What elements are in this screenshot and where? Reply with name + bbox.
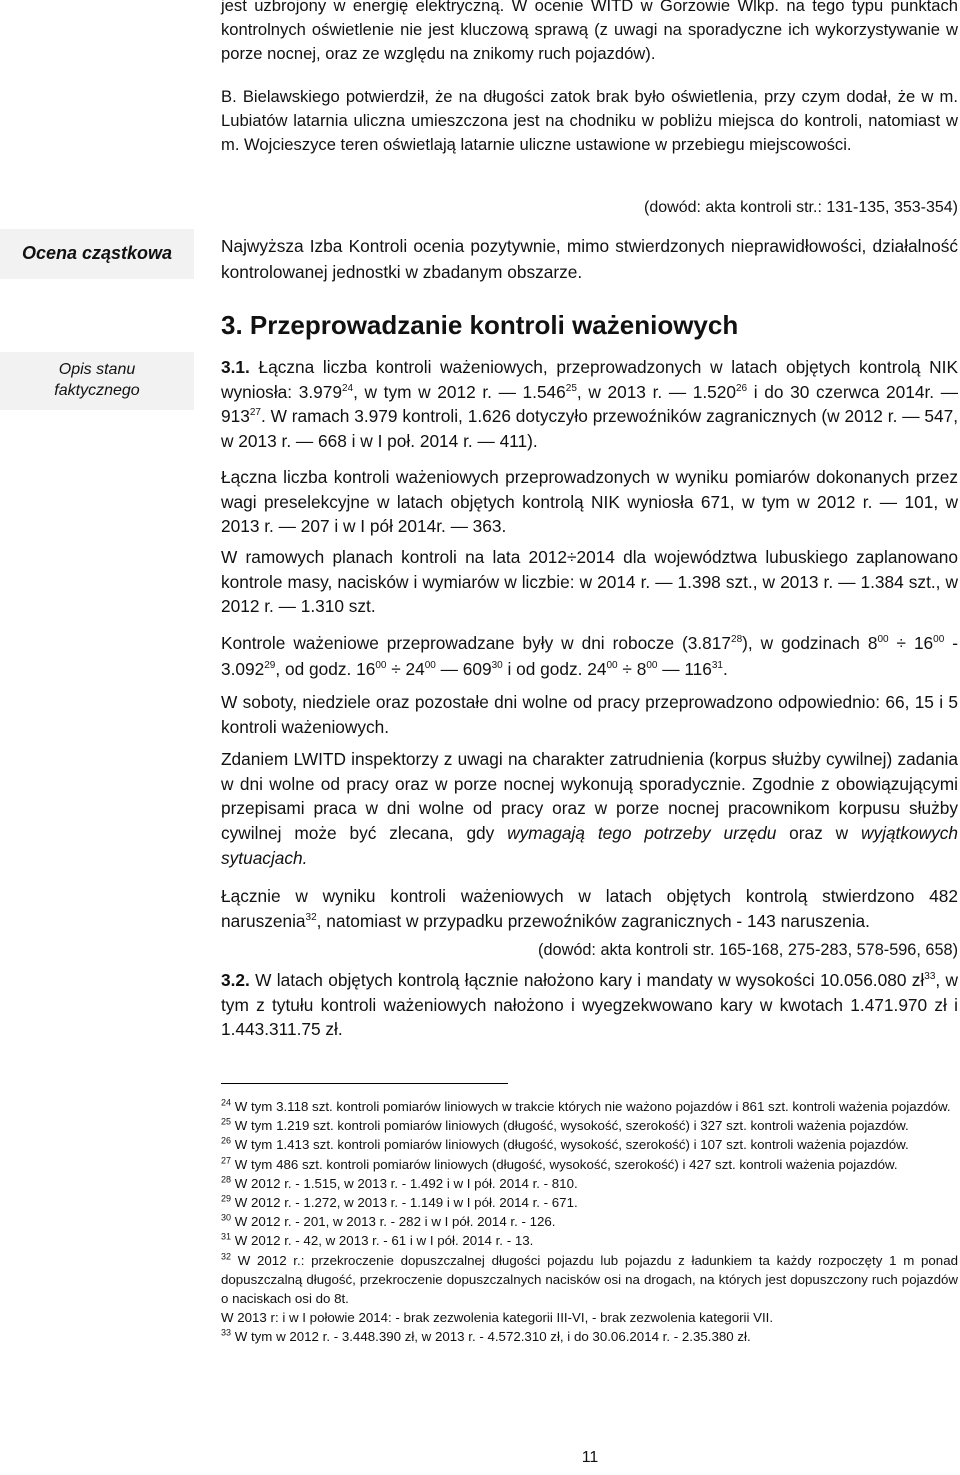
footnote-30 xyxy=(221,1212,958,1231)
footnote-text: W 2012 r. - 1.272, w 2013 r. - 1.149 i w I pół. 2014 r. - 671. xyxy=(231,1195,578,1211)
sidebar-ocena-label: Ocena cząstkowa xyxy=(21,243,173,263)
footnote-32 xyxy=(221,1251,958,1309)
text-violations-b: , natomiast w przypadku przewoźników zagranicznych - 143 naruszenia. xyxy=(316,910,870,931)
footnote-cont xyxy=(221,1308,958,1327)
footnote-29 xyxy=(221,1193,958,1212)
paragraph-preselection: Łączna liczba kontroli ważeniowych przeprowadzonych w wyniku pomiarów dokonanych przez wagi preselekcyjne w latach objętych kontrolą NIK wyniosła 671, w tym w 2012 r. — 101, w 2013 r. — 207 i w I pół 2014r. — 363. xyxy=(221,467,958,537)
footnote-ref-27[interactable]: 27 xyxy=(249,407,261,419)
footnote-ref-33[interactable]: 33 xyxy=(924,971,936,983)
text-hours-b: ), w godzinach 8 xyxy=(742,633,878,653)
footnotes-list xyxy=(221,1097,958,1347)
footnote-ref-31[interactable]: 31 xyxy=(711,659,723,671)
footnote-text: W 2012 r. - 201, w 2013 r. - 282 i w I pół. 2014 r. - 126. xyxy=(231,1214,556,1230)
text-3-2-a: W latach objętych kontrolą łącznie nałożono kary i mandaty w wysokości 10.056.080 zł xyxy=(249,970,925,990)
footnote-ref-25[interactable]: 25 xyxy=(565,382,577,394)
paragraph-lwitd xyxy=(221,747,958,871)
sidebar-ocena-box xyxy=(0,229,194,279)
point-number-3-2: 3.2. xyxy=(221,970,250,990)
sidebar-opis-line1: Opis stanu xyxy=(58,361,136,378)
sidebar-opis-label xyxy=(0,359,194,401)
footnote-number: 30 xyxy=(221,1212,232,1223)
text-lwitd-italic-1: wymagają tego potrzeby urzędu xyxy=(507,823,777,844)
footnote-ref-32[interactable]: 32 xyxy=(305,911,317,923)
footnote-25 xyxy=(221,1116,958,1135)
paragraph-hours xyxy=(221,631,958,682)
text-3-1-d: i do 30 czerwca 2014r. — 913 xyxy=(221,381,958,427)
section-heading: 3. Przeprowadzanie kontroli ważeniowych xyxy=(221,310,739,340)
footnote-text: W 2012 r. - 1.515, w 2013 r. - 1.492 i w I pół. 2014 r. - 810. xyxy=(231,1175,578,1191)
text-hours-i: ÷ 8 xyxy=(617,658,647,679)
footnote-33 xyxy=(221,1327,958,1346)
superscript-minutes: 00 xyxy=(606,659,618,671)
sidebar-opis-line2: faktycznego xyxy=(54,382,140,399)
superscript-minutes: 00 xyxy=(877,634,889,646)
text-3-1-a: Łączna liczba kontroli ważeniowych, przeprowadzonych w latach objętych kontrolą NIK wyniosła: 3.979 xyxy=(221,357,958,402)
evidence-reference-1: (dowód: akta kontroli str.: 131-135, 353-354) xyxy=(644,199,958,216)
footnote-number: 31 xyxy=(221,1232,232,1242)
paragraph-violations xyxy=(221,884,958,933)
partial-assessment-text: Najwyższa Izba Kontroli ocenia pozytywnie, mimo stwierdzonych nieprawidłowości, działalność kontrolowanej jednostki w zbadanym obszarze. xyxy=(221,236,958,282)
footnote-text: W tym 1.413 szt. kontroli pomiarów liniowych (długość, wysokość, szerokość) i 107 szt. kontroli ważenia pojazdów. xyxy=(231,1137,909,1153)
paragraph-oswietlenie: jest uzbrojony w energię elektryczną. W ocenie WITD w Gorzowie Wlkp. na tego typu punktach kontrolnych oświetlenie nie jest kluczową sprawą (z uwagi na sporadyczne ich wykorzystywanie w porze nocnej, oraz ze względu na znikomy ruch pojazdów). xyxy=(221,0,958,64)
text-3-2-b: , w tym z tytułu kontroli ważeniowych nałożono i wyegzekwowano kary w kwotach 1.471.970 zł i 1.443.311.75 zł. xyxy=(221,970,958,1040)
text-lwitd-italic-2: wyjątkowych sytuacjach. xyxy=(221,823,958,868)
text-hours-g: — 609 xyxy=(435,658,492,679)
superscript-minutes: 00 xyxy=(424,659,436,671)
footnote-number: 27 xyxy=(221,1155,232,1166)
footnote-ref-29[interactable]: 29 xyxy=(264,659,276,671)
paragraph-plans: W ramowych planach kontroli na lata 2012÷2014 dla województwa lubuskiego zaplanowano kontrole masy, nacisków i wymiarów w liczbie: w 2014 r. — 1.398 szt., w 2013 r. — 1.384 szt., w 2012 r. — 1.310 szt. xyxy=(221,547,958,617)
footnote-31 xyxy=(221,1231,958,1250)
text-hours-a: Kontrole ważeniowe przeprowadzane były w dni robocze (3.817 xyxy=(221,633,732,653)
point-number-3-1: 3.1. xyxy=(221,357,250,377)
text-lwitd-b: oraz w xyxy=(776,823,861,844)
footnote-text: W tym 486 szt. kontroli pomiarów liniowych (długość, wysokość, szerokość) i 427 szt. kontroli ważenia pojazdów. xyxy=(231,1156,898,1172)
footnote-text: W tym 1.219 szt. kontroli pomiarów liniowych (długość, wysokość, szerokość) i 327 szt. kontroli ważenia pojazdów. xyxy=(231,1118,909,1134)
footnote-text: W tym 3.118 szt. kontroli pomiarów liniowych w trakcie których nie ważono pojazdów i 861 szt. kontroli ważenia pojazdów. xyxy=(231,1099,951,1114)
footnote-number: 33 xyxy=(221,1328,232,1339)
text-hours-j: — 116 xyxy=(657,658,712,679)
superscript-minutes: 00 xyxy=(933,634,945,646)
footnote-number: 26 xyxy=(221,1135,232,1146)
footnote-ref-30[interactable]: 30 xyxy=(491,659,503,671)
footnote-text: W 2012 r. - 42, w 2013 r. - 61 i w I pół. 2014 r. - 13. xyxy=(231,1233,534,1249)
footnote-26 xyxy=(221,1135,958,1154)
text-3-1-b: , w tym w 2012 r. — 1.546 xyxy=(353,381,566,402)
footnote-ref-26[interactable]: 26 xyxy=(736,382,748,394)
paragraph-bielawski: B. Bielawskiego potwierdził, że na długości zatok brak było oświetlenia, przy czym dodał, że w m. Lubiatów latarnia uliczna umieszczona jest na chodniku w pobliżu miejsca do kontroli, natomiast w m. Wojcieszyce teren oświetlają latarnie uliczne ustawione w przebiegu miejscowości. xyxy=(221,87,958,155)
footnote-ref-28[interactable]: 28 xyxy=(731,634,743,646)
paragraph-weekends: W soboty, niedziele oraz pozostałe dni wolne od pracy przeprowadzono odpowiednio: 66, 15 i 5 kontroli ważeniowych. xyxy=(221,692,958,737)
superscript-minutes: 00 xyxy=(375,659,387,671)
footnote-number: 32 xyxy=(221,1251,232,1262)
text-3-1-c: , w 2013 r. — 1.520 xyxy=(576,381,736,402)
footnote-ref-24[interactable]: 24 xyxy=(341,382,354,394)
footnote-27 xyxy=(221,1155,958,1174)
footnote-28 xyxy=(221,1174,958,1193)
footnote-separator xyxy=(221,1083,508,1084)
footnote-text: W 2012 r.: przekroczenie dopuszczalnej długości pojazdu lub pojazdu z ładunkiem ta każdy rozpoczęty 1 m ponad dopuszczalną długość, przekroczenie dopuszczalnych nacisków osi na drogach, na których jest dopuszczony ruch pojazdów o naciskach osi do 8t. xyxy=(221,1252,958,1307)
text-hours-e: , od godz. 16 xyxy=(275,658,376,679)
footnote-number: 28 xyxy=(221,1174,232,1185)
text-violations-a: Łącznie w wyniku kontroli ważeniowych w latach objętych kontrolą stwierdzono 482 naruszenia xyxy=(221,886,958,931)
superscript-minutes: 00 xyxy=(646,659,658,671)
evidence-reference-2: (dowód: akta kontroli str. 165-168, 275-283, 578-596, 658) xyxy=(538,941,958,959)
text-hours-d: - 3.092 xyxy=(221,633,958,679)
paragraph-3-2 xyxy=(221,968,958,1042)
footnote-number: 24 xyxy=(221,1097,232,1108)
footnote-text: W 2013 r: i w I połowie 2014: - brak zezwolenia kategorii III-VI, - brak zezwolenia kategorii VII. xyxy=(221,1310,774,1326)
sidebar-opis-box xyxy=(0,352,194,410)
text-hours-k: . xyxy=(723,658,728,679)
footnote-24 xyxy=(221,1097,958,1116)
page-number: 11 xyxy=(581,1449,599,1466)
footnote-text: W tym w 2012 r. - 3.448.390 zł, w 2013 r. - 4.572.310 zł, i do 30.06.2014 r. - 2.35.380 zł. xyxy=(231,1329,751,1345)
paragraph-3-1 xyxy=(221,355,958,454)
text-hours-c: ÷ 16 xyxy=(888,633,934,653)
footnote-number: 29 xyxy=(221,1193,232,1204)
text-hours-h: i od godz. 24 xyxy=(502,658,607,679)
text-3-1-e: . W ramach 3.979 kontroli, 1.626 dotyczyło przewoźników zagranicznych (w 2012 r. — 547, w 2013 r. — 668 i w I poł. 2014 r. — 411). xyxy=(221,406,958,452)
text-hours-f: ÷ 24 xyxy=(386,658,425,679)
footnote-number: 25 xyxy=(221,1116,232,1127)
text-lwitd-a: Zdaniem LWITD inspektorzy z uwagi na charakter zatrudnienia (korpus służby cywilnej) zadania w dni wolne od pracy oraz w porze nocnej wykonują sporadycznie. Zgodnie z obowiązującymi przepisami praca w dni wolne od pracy oraz w porze nocnej pracownikom korpusu służby cywilnej może być zlecana, gdy xyxy=(221,749,958,844)
